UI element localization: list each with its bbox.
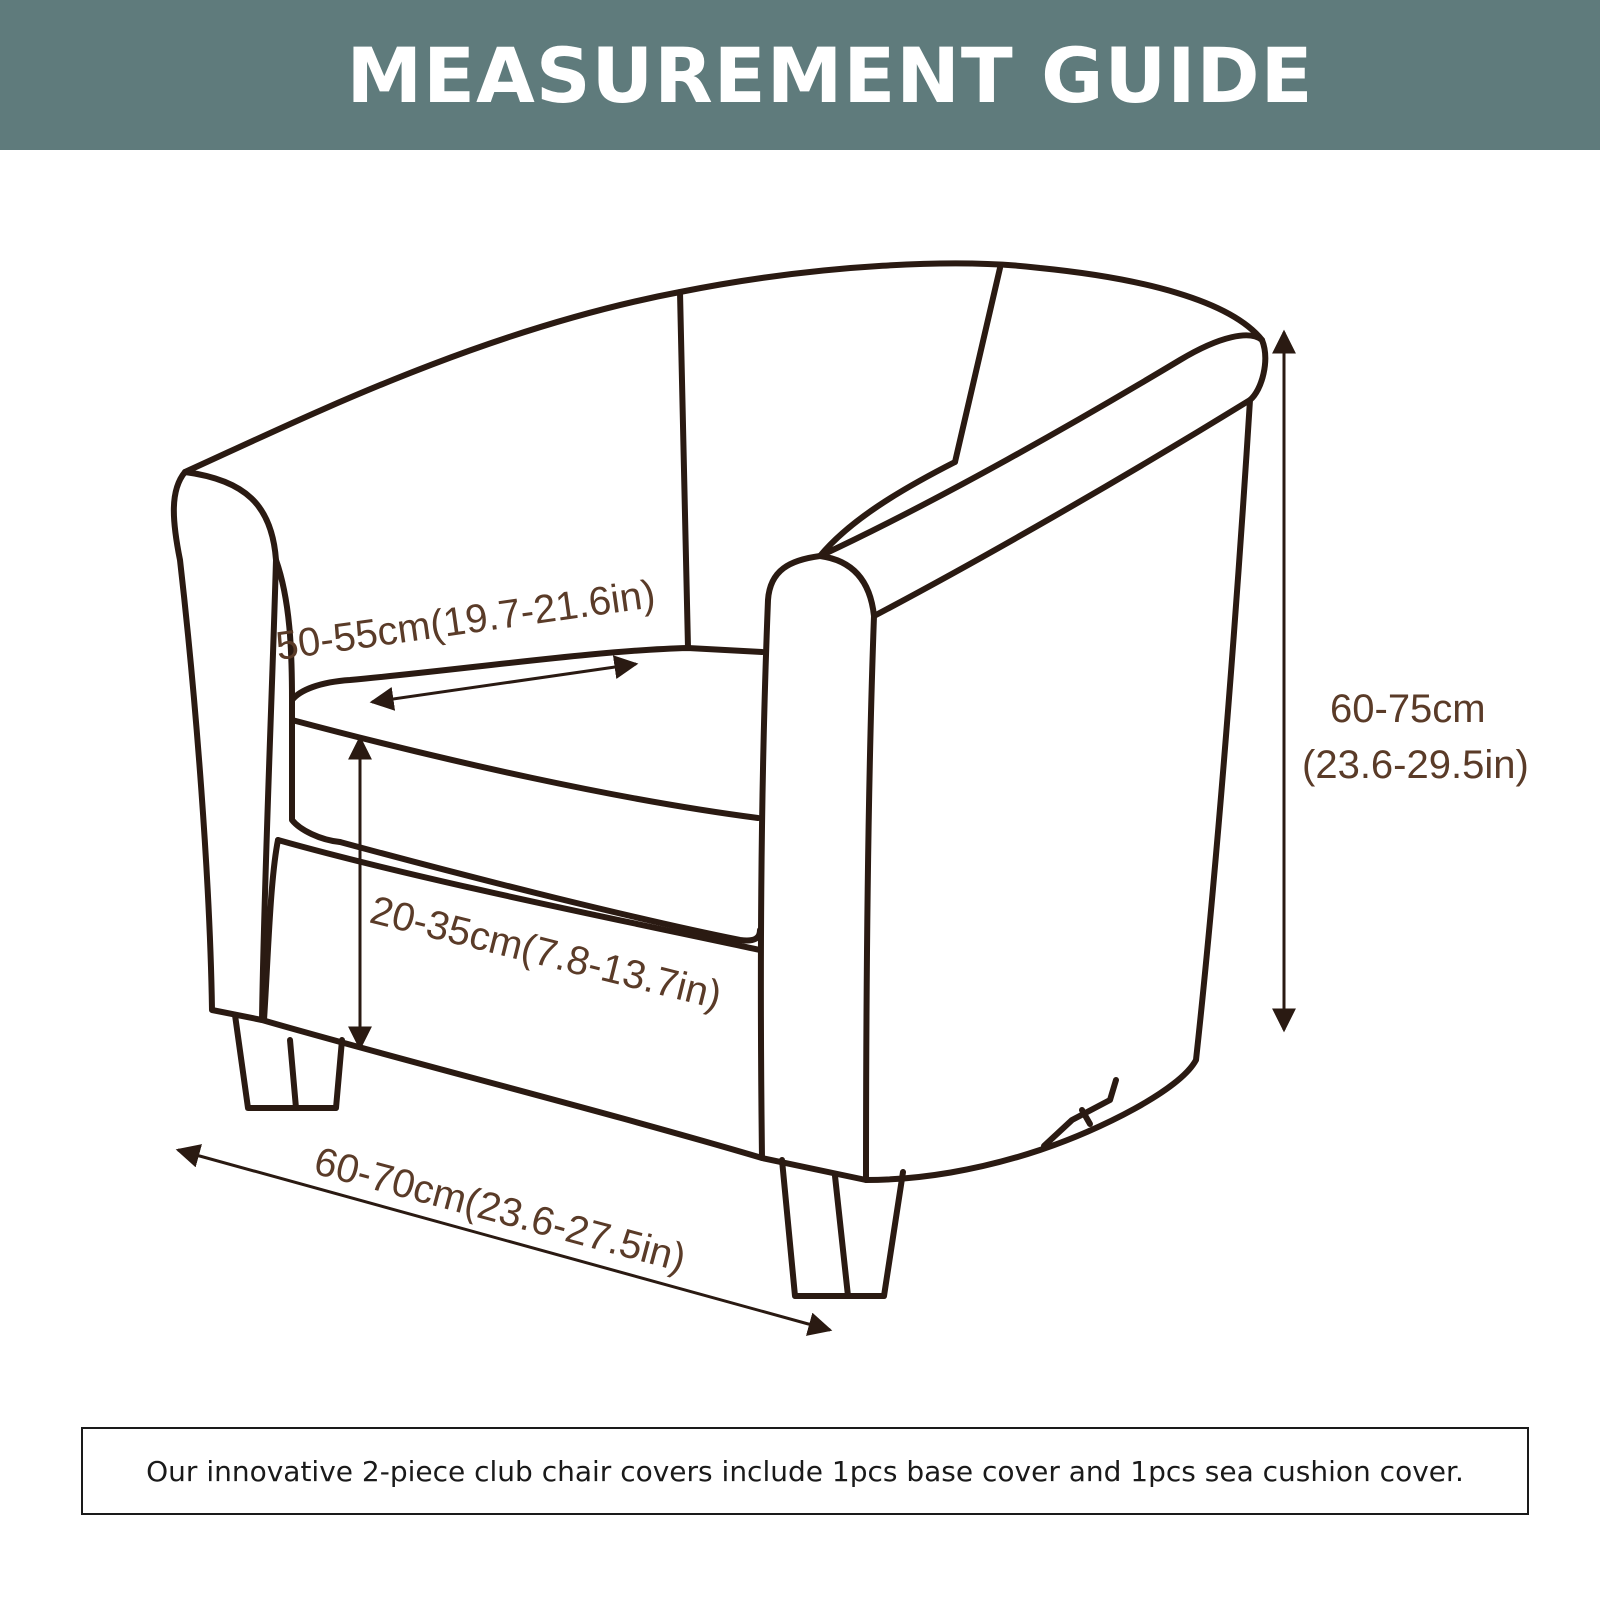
total-height-label-cm: 60-75cm [1330, 687, 1486, 731]
chair-back-inner [820, 462, 955, 556]
chair-leg-front-right-seam [835, 1176, 848, 1296]
caption-text: Our innovative 2-piece club chair covers include 1pcs base cover and 1pcs sea cushion cover. [146, 1454, 1464, 1488]
total-height-label-in: (23.6-29.5in) [1302, 743, 1529, 787]
seat-cushion-front-top [292, 720, 758, 818]
caption-box [81, 1427, 1529, 1515]
chair-right-arm-roll [820, 335, 1265, 616]
chair-left-arm [174, 472, 276, 1020]
chair-leg-front-left-seam [290, 1040, 296, 1108]
seat-width-arrow [372, 664, 636, 702]
chair-right-arm [761, 556, 874, 1180]
seat-width-label: 50-55cm(19.7-21.6in) [273, 572, 658, 669]
chair-back-seam-left [680, 292, 688, 648]
chair-back-seam-right [955, 268, 1000, 462]
total-width-arrow [178, 1150, 830, 1330]
total-width-label: 60-70cm(23.6-27.5in) [309, 1139, 691, 1281]
chair-back-top [185, 263, 1262, 472]
page-title: MEASUREMENT GUIDE [346, 30, 1314, 120]
chair-outline [174, 263, 1265, 1296]
seat-height-label: 20-35cm(7.8-13.7in) [365, 888, 726, 1018]
